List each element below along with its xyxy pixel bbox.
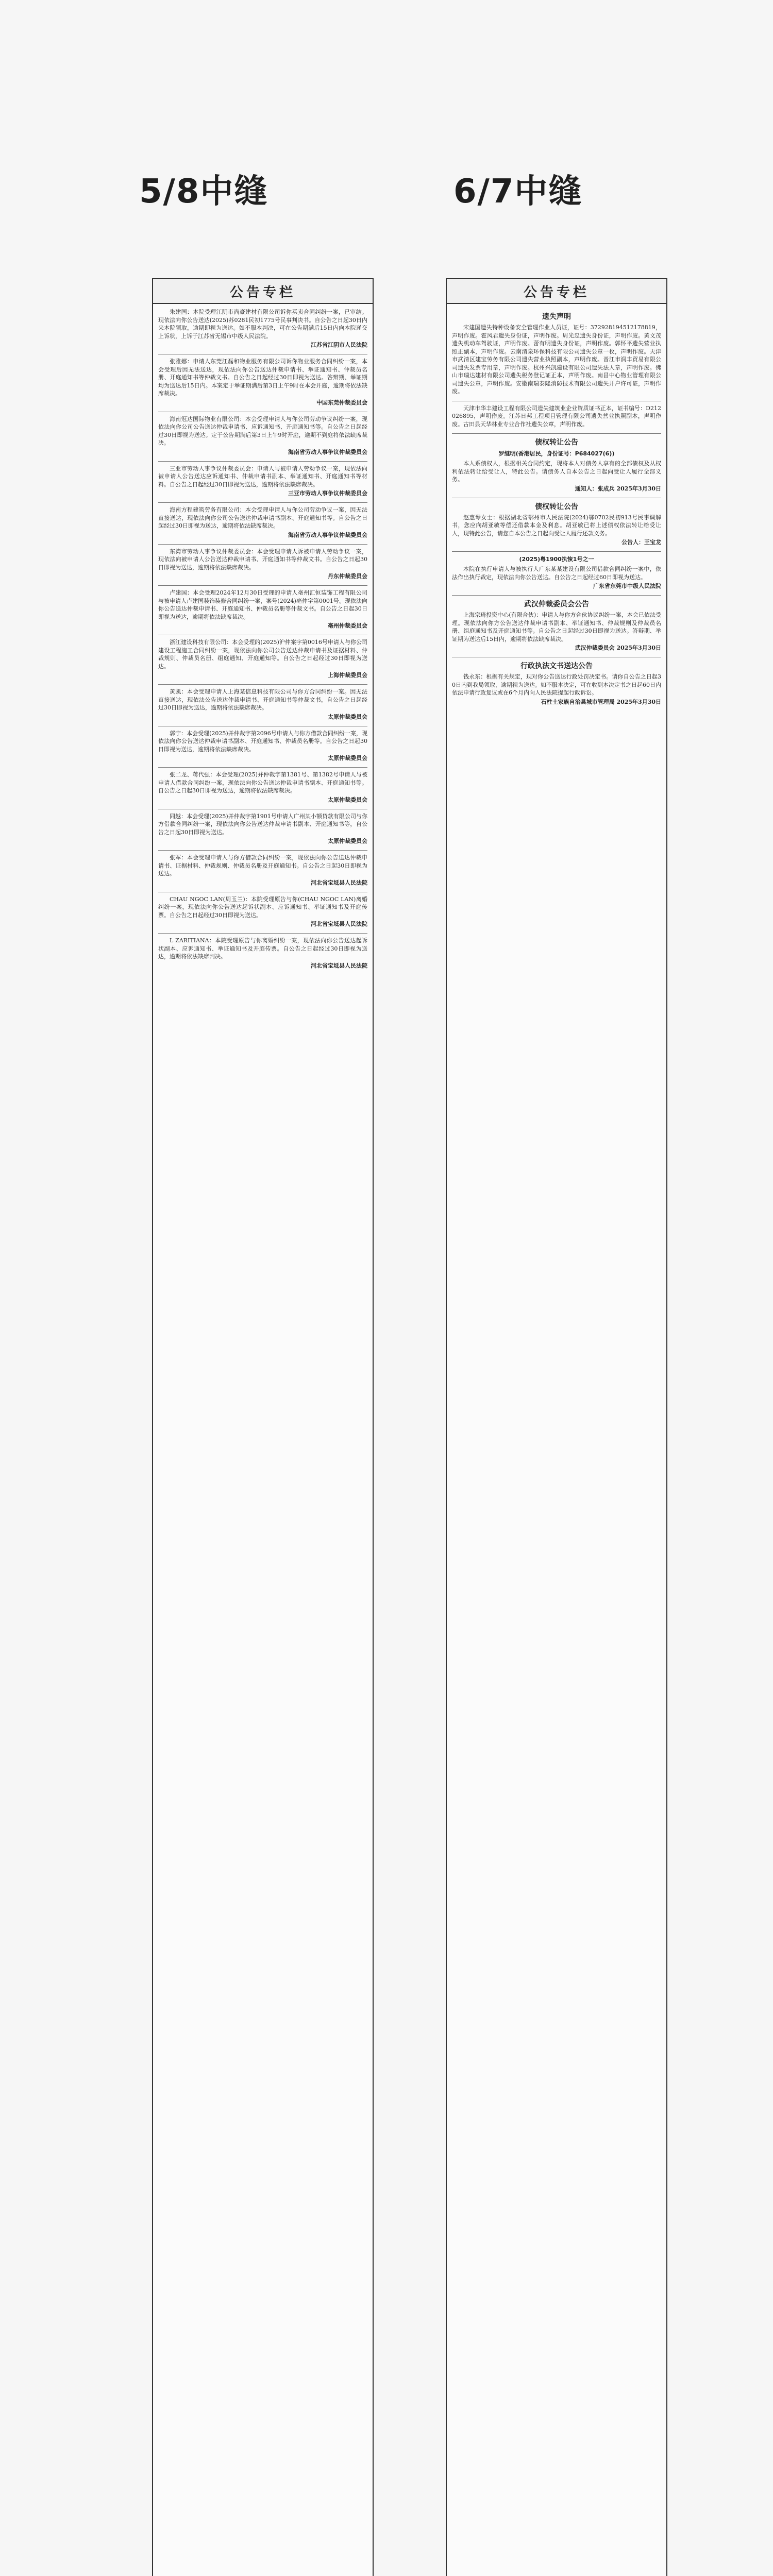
notice-title: 武汉仲裁委员会公告	[524, 600, 589, 608]
notice-signature: 河北省宝坻县人民法院	[311, 879, 367, 886]
notice-body: 张雅娜：申请人东莞江磊和物业服务有限公司诉你物业服务合同纠纷一案，本会受理后因无法送达，现依法向你公告送达仲裁申请书、举证通知书、仲裁员名册、开庭通知书等仲裁文书。自公告之日起经过30日即视为送达。答辩期、举证期均为送达后15日内。本案定于举证期满后第3日上午9时在本会开庭，逾期将依法缺席裁决。	[158, 358, 367, 397]
notice-item	[158, 465, 367, 498]
notice-item	[452, 555, 661, 590]
notice-title: 遗失声明	[542, 313, 571, 321]
notice-list	[153, 304, 373, 979]
notice-body: 海南冠达国际物业有限公司：本会受理申请人与你公司劳动争议纠纷一案，现依法向你公司公告送达仲裁申请书、应诉通知书、开庭通知书等。自公告之日起经过30日即视为送达。定于公告期满后第3日上午9时开庭，逾期不到庭将依法缺席裁决。	[158, 415, 367, 446]
notice-item	[158, 308, 367, 349]
notice-signature: 丹东仲裁委员会	[328, 573, 367, 580]
notice-item	[158, 854, 367, 887]
notice-body: 赵惠琴女士：根据湖北省鄂州市人民法院(2024)鄂0702民初913号民事调解书，您应向胡亚敏等偿还借款本金及利息。胡亚敏已将上述债权依法转让给受让人，现特此公告，请您自本公告之日起向受让人履行还款义务。	[452, 514, 661, 537]
notice-title: 债权转让公告	[535, 502, 578, 511]
notice-divider	[452, 433, 661, 434]
notice-body: 卢建国：本会受理2024年12月30日受理的申请人亳州汇恒装饰工程有限公司与被申请人卢建国装饰装修合同纠纷一案，案号(2024)亳仲字第0001号。现依法向你公告送达仲裁申请书、开庭通知书、仲裁员名册等仲裁文书。自公告之日起30日即视为送达，逾期将依法缺席裁决。	[158, 589, 367, 620]
notice-signature: 太原仲裁委员会	[328, 838, 367, 844]
notice-signature: 武汉仲裁委员会 2025年3月30日	[575, 645, 661, 651]
notice-body: 朱建国：本院受理江阴市尚豪建材有限公司诉你买卖合同纠纷一案，已审结。现依法向你公告送达(2025)苏0281民初1775号民事判决书。自公告之日起30日内来本院领取，逾期即视为送达。如不服本判决，可在公告期满后15日内向本院递交上诉状，上诉于江苏省无锡市中级人民法院。	[158, 309, 367, 340]
notice-signature: 太原仲裁委员会	[328, 755, 367, 761]
notice-item	[158, 771, 367, 804]
notice-signature: 三亚市劳动人事争议仲裁委员会	[288, 490, 367, 497]
notice-divider	[158, 933, 367, 934]
notice-item	[452, 599, 661, 652]
notice-divider	[158, 461, 367, 462]
notice-signature: 公告人：王宝龙	[621, 539, 661, 546]
notice-signature: 上海仲裁委员会	[328, 672, 367, 679]
notice-signature: 通知人：张成兵 2025年3月30日	[575, 485, 661, 492]
notice-body: 东湾市劳动人事争议仲裁委员会：本会受理申请人诉被申请人劳动争议一案，现依法向被申请人公告送达仲裁申请书、开庭通知书等仲裁文书。自公告之日起30日即视为送达，逾期将依法缺席裁决。	[158, 548, 367, 571]
notice-signature: 江苏省江阴市人民法院	[311, 342, 367, 348]
notice-divider	[452, 551, 661, 552]
notice-subtitle: 罗继明(香港居民，身份证号：P684027(6))	[498, 450, 615, 457]
notice-signature: 河北省宝坻县人民法院	[311, 962, 367, 969]
left-notice-column	[152, 278, 374, 2576]
column-header: 公告专栏	[153, 279, 373, 304]
notice-item	[452, 437, 661, 493]
right-notice-column	[446, 278, 667, 2576]
notice-signature: 河北省宝坻县人民法院	[311, 921, 367, 927]
notice-body: 钱永东：根据有关规定，现对你公告送达行政处罚决定书。请你自公告之日起30日内到我局领取，逾期视为送达。如不服本决定，可在收到本决定书之日起60日内依法申请行政复议或在6个月内向人民法院提起行政诉讼。	[452, 673, 661, 696]
notice-item	[452, 404, 661, 429]
page-title-left: 5/8中缝	[139, 173, 268, 211]
notice-divider	[158, 767, 367, 768]
notice-body: CHAU NGOC LAN(周玉兰)：本院受理原告与你(CHAU NGOC LAN)离婚纠纷一案，现依法向你公告送达起诉状副本、应诉通知书、举证通知书及开庭传票。自公告之日起经过30日即视为送达。	[158, 895, 367, 919]
notice-signature: 中国东莞仲裁委员会	[316, 399, 367, 406]
notice-title: 债权转让公告	[535, 438, 578, 447]
notice-signature: 太原仲裁委员会	[328, 796, 367, 803]
column-header: 公告专栏	[447, 279, 666, 304]
page-title-right: 6/7中缝	[453, 173, 583, 211]
notice-item	[158, 895, 367, 928]
notice-item	[452, 501, 661, 547]
notice-item	[158, 812, 367, 845]
notice-body: 黄凯：本会受理申请人上海某信息科技有限公司与你方合同纠纷一案。因无法直接送达，现依法公告送达仲裁申请书、开庭通知书等仲裁文书，自公告之日起经过30日即视为送达，逾期将依法缺席裁决。	[158, 688, 367, 711]
notice-item	[158, 415, 367, 456]
notice-body: L ZARITIANA：本院受理原告与你离婚纠纷一案，现依法向你公告送达起诉状副本、应诉通知书、举证通知书及开庭传票。自公告之日起经过30日即视为送达，逾期将依法缺席判决。	[158, 937, 367, 960]
notice-item	[158, 730, 367, 762]
notice-body: 天津市华丰建设工程有限公司遗失建筑业企业资质证书正本，证书编号：D212026895，声明作废。江苏日邦工程项目管理有限公司遗失营业执照副本，声明作废。古田县天华林业专业合作社遗失公章，声明作废。	[452, 404, 661, 428]
notice-signature: 海南省劳动人事争议仲裁委员会	[288, 448, 367, 455]
notice-body: 三亚市劳动人事争议仲裁委员会：申请人与被申请人劳动争议一案，现依法向被申请人公告送达应诉通知书、仲裁申请书副本、举证通知书、开庭通知书等材料。自公告之日起经过30日即视为送达，逾期将依法缺席裁决。	[158, 465, 367, 488]
notice-body: 同越：本会受理(2025)并仲裁字第1901号申请人广州某小额贷款有限公司与你方借款合同纠纷一案，现依法向你公告送达仲裁申请书副本、开庭通知书等，自公告之日起30日即视为送达。	[158, 812, 367, 836]
notice-signature: 石柱土家族自治县城市管理局 2025年3月30日	[541, 698, 661, 705]
notice-item	[452, 660, 661, 706]
notice-body: 张军：本会受理申请人与你方借款合同纠纷一案，现依法向你公告送达仲裁申请书、证据材料、仲裁规则、仲裁员名册及开庭通知书。自公告之日起30日即视为送达。	[158, 854, 367, 877]
notice-body: 郭宁：本会受理(2025)并仲裁字第2096号申请人与你方借款合同纠纷一案，现依法向你公告送达仲裁申请书副本、开庭通知书、仲裁员名册等。自公告之日起30日即视为送达，逾期将依法缺席裁决。	[158, 730, 367, 753]
notice-list	[447, 304, 666, 715]
notice-signature: 太原仲裁委员会	[328, 713, 367, 720]
notice-divider	[158, 502, 367, 503]
notice-body: 张二龙、蒋代强：本会受理(2025)并仲裁字第1381号、第1382号申请人与被申请人借款合同纠纷一案，现依法向你公告送达仲裁申请书副本、开庭通知书等。自公告之日起30日即视为送达，逾期将依法缺席裁决。	[158, 771, 367, 794]
notice-title: 行政执法文书送达公告	[520, 662, 593, 670]
notice-divider	[158, 544, 367, 545]
notice-item	[158, 358, 367, 406]
notice-divider	[158, 850, 367, 851]
notice-body: 宋建国遗失特种设备安全管理作业人员证，证号：372928194512178819，声明作废。霍风君遗失身份证，声明作废。周光忠遗失身份证，声明作废。黄文茂遗失机动车驾驶证，声明作废。蕾有明遗失身份证，声明作废。郭怀平遗失营业执照正副本，声明作废。云南清泉环保科技有限公司遗失公章一枚，声明作废。天津市武清区建宝劳务有限公司遗失营业执照副本，声明作废。晋江市润丰贸易有限公司遗失发票专用章，声明作废。杭州兴凯建设有限公司遗失法人章，声明作废。佛山市瑞达建材有限公司遗失税务登记证正本，声明作废。南昌中心物业管理有限公司遗失公章，声明作废。安徽南瑞泰隆消防技术有限公司遗失开户许可证，声明作废。	[452, 324, 661, 395]
notice-item	[158, 548, 367, 581]
notice-body: 本人系债权人，根据相关合同约定，现将本人对债务人享有的全部债权及从权利依法转让给受让人，特此公告。请债务人自本公告之日起向受让人履行全部义务。	[452, 460, 661, 483]
notice-signature: 广东省东莞市中级人民法院	[593, 583, 661, 589]
notice-body: 浙江建设科技有限公司：本会受理的(2025)沪仲案字第0016号申请人与你公司建设工程施工合同纠纷一案，现依法向你公司公告送达仲裁申请书及证据材料、仲裁规则、仲裁员名册、组庭通知、开庭通知等。自公告之日起经过30日即视为送达。	[158, 639, 367, 670]
notice-body: 海南方程建筑劳务有限公司：本会受理申请人与你公司劳动争议一案，因无法直接送达，现依法向你公司公告送达仲裁申请书副本、开庭通知书等。自公告之日起经过30日即视为送达，逾期将依法缺席裁决。	[158, 506, 367, 529]
notice-item	[158, 589, 367, 630]
notice-divider	[158, 684, 367, 685]
notice-subtitle: (2025)粤1900执恢1号之一	[519, 556, 594, 563]
notice-body: 本院在执行申请人与被执行人广东某某建设有限公司借款合同纠纷一案中，依法作出执行裁定，现依法向你公告送达。自公告之日起经过60日即视为送达。	[452, 566, 661, 581]
notice-body: 上海宗琦投资中心(有限合伙)：申请人与你方合伙协议纠纷一案，本会已依法受理。现依法向你方公告送达仲裁申请书副本、举证通知书、仲裁规则及仲裁员名册、组庭通知书及开庭通知书等。自公告之日起经过30日即视为送达。答辩期、举证期为送达后15日内，逾期将依法缺席裁决。	[452, 612, 661, 642]
notice-signature: 海南省劳动人事争议仲裁委员会	[288, 531, 367, 538]
notice-item	[158, 688, 367, 721]
notice-item	[158, 638, 367, 679]
notice-divider	[158, 585, 367, 586]
notice-signature: 亳州仲裁委员会	[328, 622, 367, 629]
notice-item	[158, 937, 367, 970]
notice-item	[452, 311, 661, 396]
notice-divider	[452, 595, 661, 596]
notice-item	[158, 506, 367, 539]
